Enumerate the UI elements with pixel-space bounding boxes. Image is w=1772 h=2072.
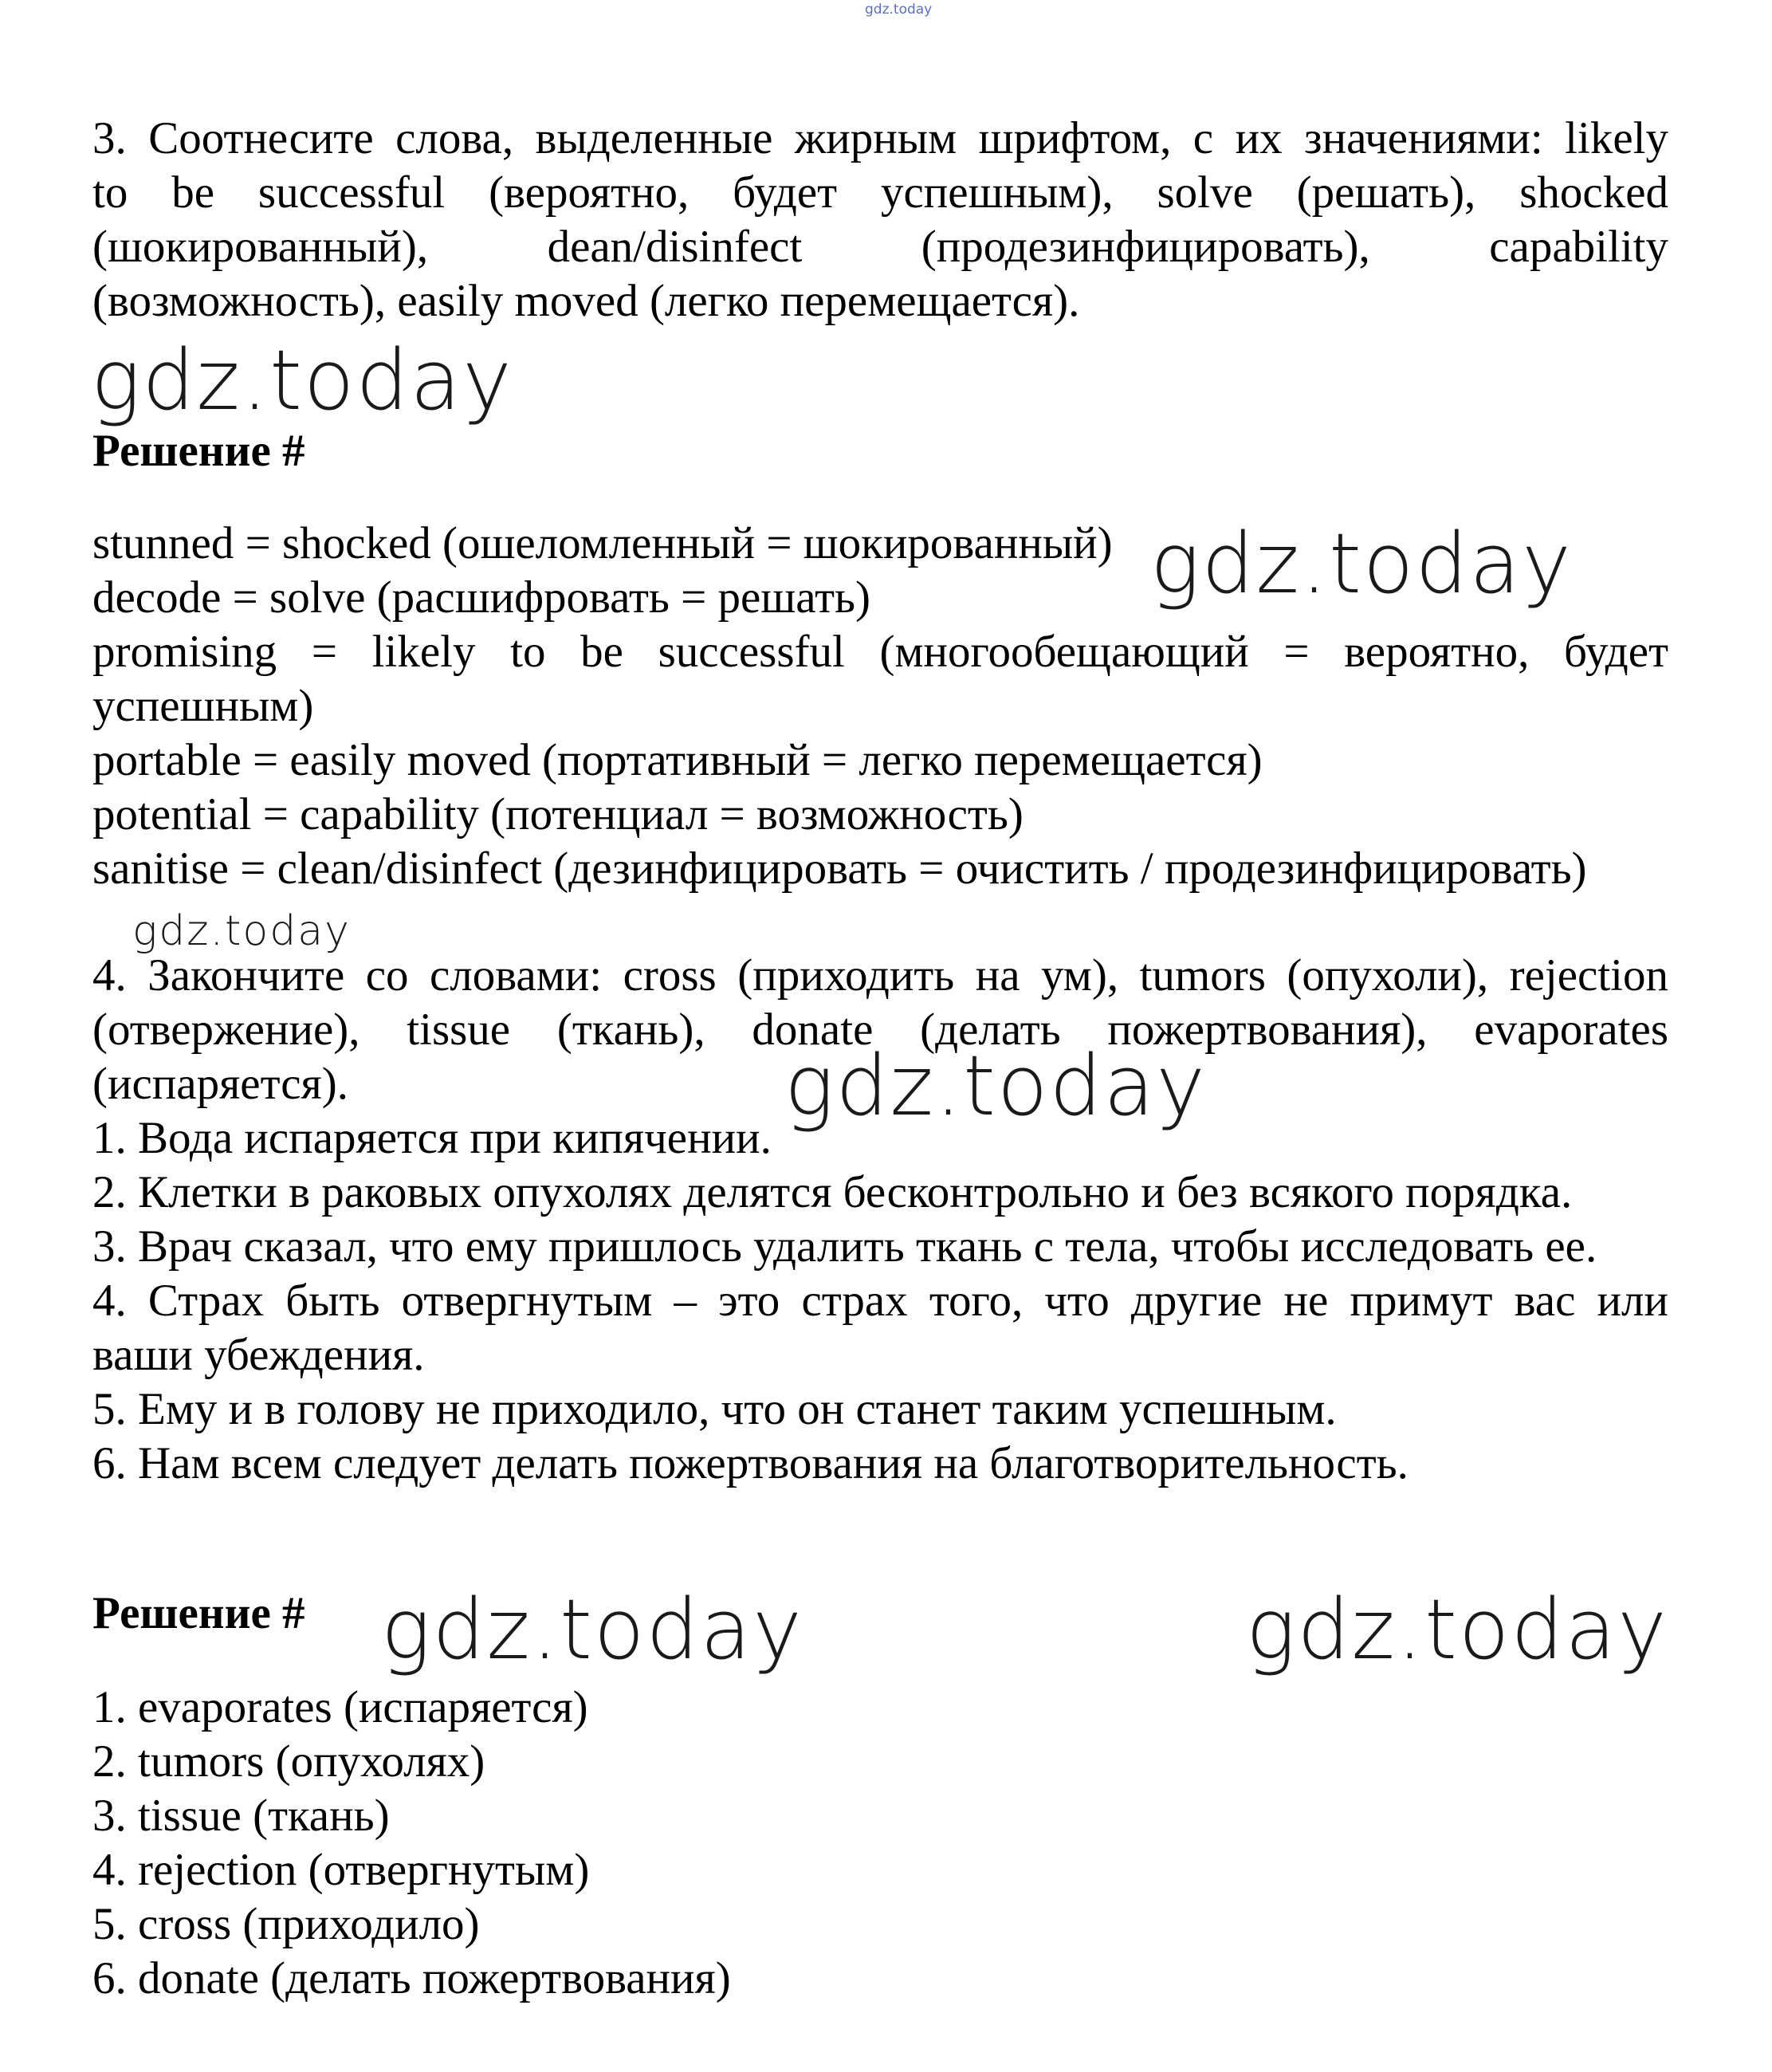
- solution4-line-6: 6. donate (делать пожертвования): [92, 1953, 731, 2003]
- solution3-heading: Решение #: [92, 426, 305, 476]
- watermark-5: gdz.today: [381, 1581, 803, 1678]
- solution3-line-7: sanitise = clean/disinfect (дезинфицировать = очистить / продезинфицировать): [92, 843, 1587, 894]
- watermark-6: gdz.today: [1246, 1581, 1668, 1678]
- task4-line-6: 3. Врач сказал, что ему пришлось удалить ткань с тела, чтобы исследовать ее.: [92, 1221, 1597, 1272]
- task4-line-9: 5. Ему и в голову не приходило, что он станет таким успешным.: [92, 1384, 1337, 1434]
- task4-line-1: 4. Закончите со словами: cross (приходить на ум), tumors (опухоли), rejection: [92, 950, 1668, 1001]
- watermark-2: gdz.today: [1150, 515, 1573, 612]
- solution3-line-3: promising = likely to be successful (многообещающий = вероятно, будет: [92, 627, 1668, 677]
- solution3-line-5: portable = easily moved (портативный = легко перемещается): [92, 735, 1263, 785]
- task3-line-3: (шокированный), dean/disinfect (продезинфицировать), capability: [92, 222, 1668, 272]
- task4-line-5: 2. Клетки в раковых опухолях делятся бесконтрольно и без всякого порядка.: [92, 1167, 1573, 1217]
- solution4-heading: Решение #: [92, 1588, 305, 1638]
- watermark-1: gdz.today: [91, 332, 513, 429]
- task3-line-1: 3. Соотнесите слова, выделенные жирным шрифтом, с их значениями: likely: [92, 113, 1668, 163]
- task4-line-2: (отвержение), tissue (ткань), donate (делать пожертвования), evaporates: [92, 1005, 1668, 1055]
- watermark-4: gdz.today: [784, 1037, 1207, 1134]
- task3-line-2: to be successful (вероятно, будет успешным), solve (решать), shocked: [92, 167, 1668, 218]
- watermark-top: gdz.today: [865, 2, 933, 18]
- solution3-line-4: успешным): [92, 681, 314, 731]
- task3-line-4: (возможность), easily moved (легко перемещается).: [92, 276, 1080, 326]
- solution3-line-6: potential = capability (потенциал = возможность): [92, 789, 1024, 839]
- solution3-line-1: stunned = shocked (ошеломленный = шокированный): [92, 518, 1113, 568]
- task4-line-3: (испаряется).: [92, 1059, 348, 1109]
- watermark-3: gdz.today: [132, 907, 351, 955]
- task4-line-8: ваши убеждения.: [92, 1330, 425, 1380]
- solution4-line-1: 1. evaporates (испаряется): [92, 1682, 588, 1732]
- solution4-line-4: 4. rejection (отвергнутым): [92, 1845, 590, 1895]
- task4-line-7: 4. Страх быть отвергнутым – это страх того, что другие не примут вас или: [92, 1276, 1668, 1326]
- task4-line-4: 1. Вода испаряется при кипячении.: [92, 1113, 772, 1163]
- task4-line-10: 6. Нам всем следует делать пожертвования на благотворительность.: [92, 1438, 1409, 1488]
- solution4-line-2: 2. tumors (опухолях): [92, 1736, 485, 1787]
- solution4-line-5: 5. cross (приходило): [92, 1899, 480, 1949]
- solution3-line-2: decode = solve (расшифровать = решать): [92, 572, 870, 623]
- solution4-line-3: 3. tissue (ткань): [92, 1791, 390, 1841]
